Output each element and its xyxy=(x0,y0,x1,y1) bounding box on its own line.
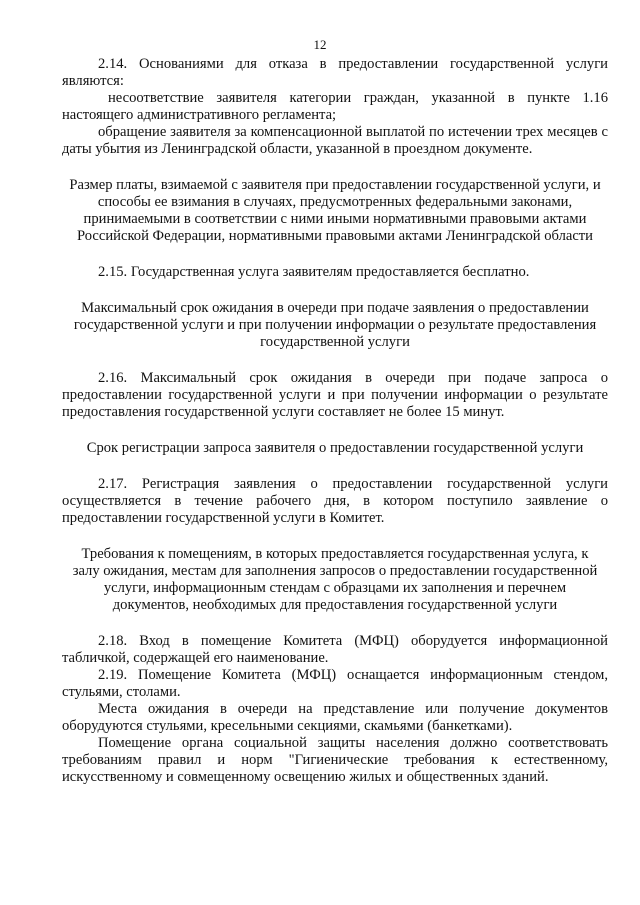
paragraph-2-15: 2.15. Государственная услуга заявителям предоставляется бесплатно. xyxy=(98,264,530,280)
paragraph-2-19: 2.19. Помещение Комитета (МФЦ) оснащается информационным стендом, стульями, столами. xyxy=(62,667,608,700)
paragraph-2-14-item-a: несоответствие заявителя категории граждан, указанной в пункте 1.16 настоящего административного регламента; xyxy=(62,90,608,123)
heading-premises: Требования к помещениям, в которых предоставляется государственная услуга, к залу ожидания, местам для заполнения запросов о предоставлении государственной услуги, информационным стендам с образцами их заполнения и перечнем документов, необходимых для предоставления государственной услуги xyxy=(72,546,598,613)
paragraph-2-14: 2.14. Основаниями для отказа в предоставлении государственной услуги являются: xyxy=(62,56,608,89)
paragraph-wait-places: Места ожидания в очереди на представление или получение документов оборудуются стульями, кресельными секциями, скамьями (банкетками). xyxy=(62,701,608,734)
page-number: 12 xyxy=(313,37,327,52)
paragraph-2-16: 2.16. Максимальный срок ожидания в очереди при подаче запроса о предоставлении государственной услуги и при получении информации о результате предоставления государственной услуги составляет не более 15 минут. xyxy=(62,370,608,420)
heading-fee: Размер платы, взимаемой с заявителя при предоставлении государственной услуги, и способы ее взимания в случаях, предусмотренных федеральными законами, принимаемыми в соответствии с ними иными нормативными правовыми актами Российской Федерации, нормативными правовыми актами Ленинградской области xyxy=(69,177,601,244)
document-body xyxy=(62,56,608,786)
paragraph-2-14-item-b: обращение заявителя за компенсационной выплатой по истечении трех месяцев с даты убытия из Ленинградской области, указанной в проездном документе. xyxy=(62,124,608,157)
heading-wait-time: Максимальный срок ожидания в очереди при подаче заявления о предоставлении государственной услуги и при получении информации о результате предоставления государственной услуги xyxy=(73,300,597,350)
paragraph-social-protection: Помещение органа социальной защиты населения должно соответствовать требованиям правил и норм "Гигиенические требования к естественному, искусственному и совмещенному освещению жилых и общественных зданий. xyxy=(62,735,608,785)
paragraph-2-18: 2.18. Вход в помещение Комитета (МФЦ) оборудуется информационной табличкой, содержащей его наименование. xyxy=(62,633,608,666)
paragraph-2-17: 2.17. Регистрация заявления о предоставлении государственной услуги осуществляется в течение рабочего дня, в котором поступило заявление о предоставлении государственной услуги в Комитет. xyxy=(62,476,608,526)
heading-registration: Срок регистрации запроса заявителя о предоставлении государственной услуги xyxy=(86,440,584,456)
